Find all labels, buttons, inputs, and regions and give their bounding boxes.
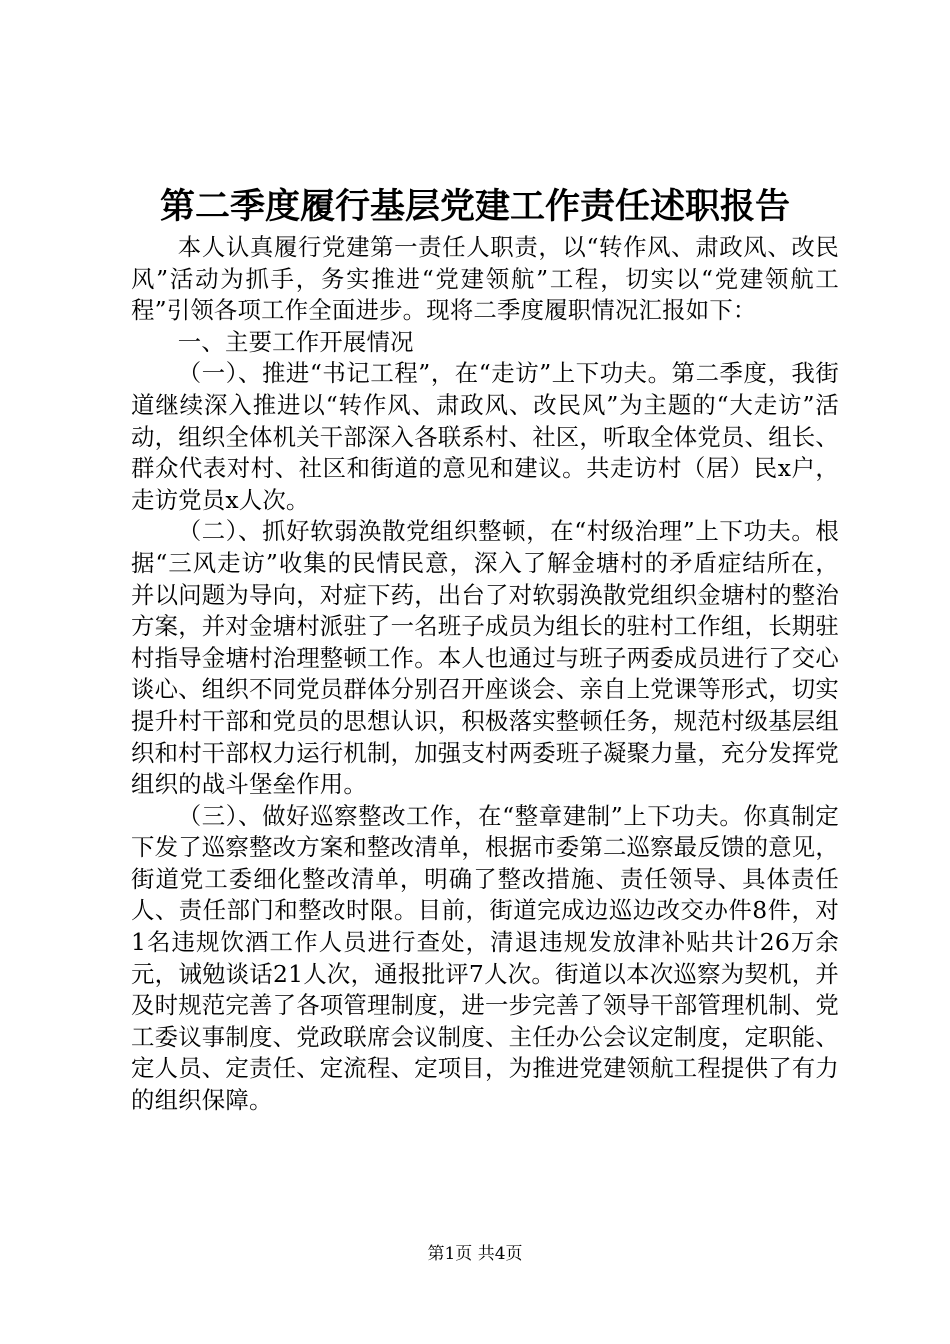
intro-paragraph: 本人认真履行党建第一责任人职责，以“转作风、肃政风、改民风”活动为抓手，务实推进“党建领航”工程，切实以“党建领航工程”引领各项工作全面进步。现将二季度履职情况汇报如下： (131, 233, 839, 325)
page-footer: 第1页 共4页 (427, 1244, 523, 1264)
paragraph-item-1: （一）、推进“书记工程”，在“走访”上下功夫。第二季度，我街道继续深入推进以“转作风、肃政风、改民风”为主题的“大走访”活动，组织全体机关干部深入各联系村、社区，听取全体党员、组长、群众代表对村、社区和街道的意见和建议。共走访村（居）民x户，走访党员x人次。 (131, 359, 839, 514)
paragraph-item-2: （二）、抓好软弱涣散党组织整顿，在“村级治理”上下功夫。根据“三风走访”收集的民情民意，深入了解金塘村的矛盾症结所在，并以问题为导向，对症下药，出台了对软弱涣散党组织金塘村的整治方案，并对金塘村派驻了一名班子成员为组长的驻村工作组，长期驻村指导金塘村治理整顿工作。本人也通过与班子两委成员进行了交心谈心、组织不同党员群体分别召开座谈会、亲自上党课等形式，切实提升村干部和党员的思想认识，积极落实整顿任务，规范村级基层组织和村干部权力运行机制，加强支村两委班子凝聚力量，充分发挥党组织的战斗堡垒作用。 (131, 517, 839, 799)
paragraph-item-3: （三）、做好巡察整改工作，在“整章建制”上下功夫。你真制定下发了巡察整改方案和整改清单，根据市委第二巡察最反馈的意见，街道党工委细化整改清单，明确了整改措施、责任领导、具体责任人、责任部门和整改时限。目前，街道完成边巡边改交办件8件，对1名违规饮酒工作人员进行查处，清退违规发放津补贴共计26万余元，诫勉谈话21人次，通报批评7人次。街道以本次巡察为契机，并及时规范完善了各项管理制度，进一步完善了领导干部管理机制、党工委议事制度、党政联席会议制度、主任办公会议定制度，定职能、定人员、定责任、定流程、定项目，为推进党建领航工程提供了有力的组织保障。 (131, 801, 839, 1115)
document-title: 第二季度履行基层党建工作责任述职报告 (159, 187, 790, 227)
document-body (131, 232, 839, 1117)
section-heading: 一、主要工作开展情况 (177, 327, 414, 356)
